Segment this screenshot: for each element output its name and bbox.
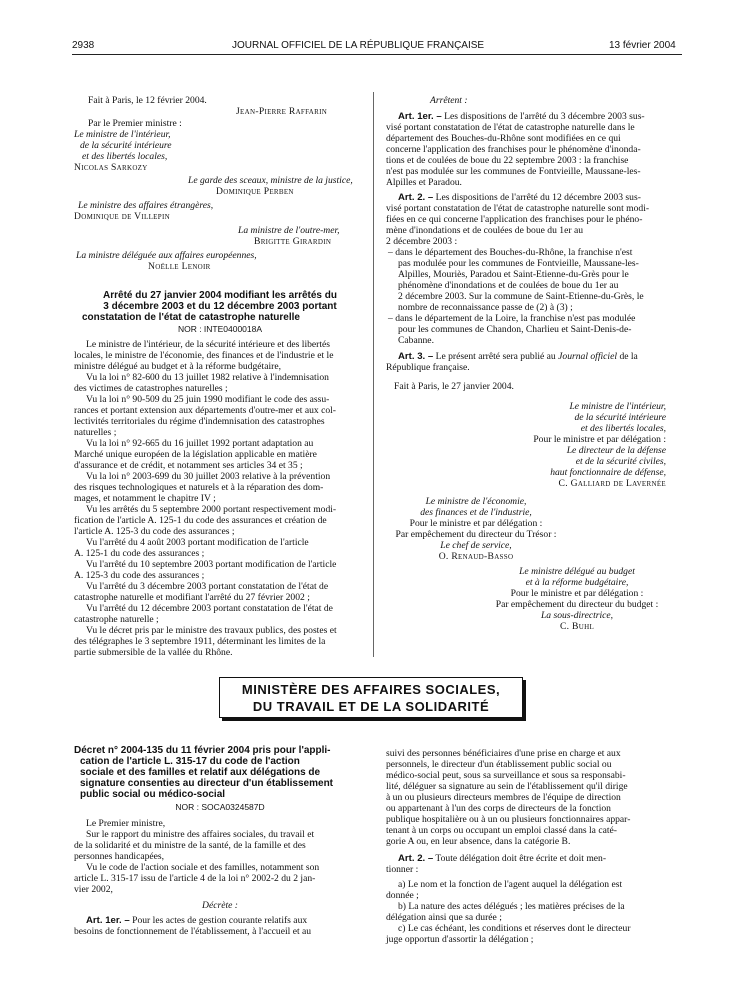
article-line: lité, déléguer sa signature au sein de l'établissement qu'il dirige	[386, 781, 628, 792]
article-line: fiées en ce qui concerne l'application des franchises pour le phéno-	[386, 214, 643, 225]
arrete-body-line: Le ministre de l'intérieur, de la sécurité intérieure et des libertés	[86, 339, 331, 350]
article-1	[386, 111, 680, 188]
arrete-body-line: lectivités territoriales du régime d'indemnisation des catastrophes	[74, 416, 325, 427]
signature-budget	[482, 566, 672, 632]
signature-title: Le ministre de l'économie,	[425, 496, 527, 507]
arrete-body-line: catastrophe naturelle ;	[74, 614, 159, 625]
list-item-line: – dans le département des Bouches-du-Rhône, la franchise n'est	[388, 247, 633, 258]
article-line: besoins de fonctionnement de l'établissement, à l'accueil et au	[74, 926, 312, 937]
item-a: a) Le nom et la fonction de l'agent auquel la délégation est	[398, 879, 623, 890]
arrete-title-line: Arrêté du 27 janvier 2004 modifiant les arrêtés du	[103, 290, 337, 301]
arrete-body-line: des télégraphes le 3 septembre 1911, déterminant les limites de la	[74, 636, 326, 647]
arrete-body-line: Vu l'arrêté du 3 décembre 2003 portant constatation de l'état de	[86, 581, 329, 592]
article-2-item-1	[386, 247, 680, 313]
arrete-body-line: Vu l'arrêté du 10 septembre 2003 portant modification de l'article	[86, 559, 337, 570]
item-c: juge opportun d'assortir la délégation ;	[386, 934, 534, 945]
decret-title-line: public social ou médico-social	[80, 789, 226, 800]
article-label: Art. 2. –	[398, 192, 434, 203]
signature-title: Le ministre délégué au budget	[519, 566, 635, 577]
issue-date: 13 février 2004	[609, 40, 676, 51]
arrete-body-line: ministre délégué au budget et à la réforme budgétaire,	[74, 361, 281, 372]
signature-title: Pour le ministre et par délégation :	[510, 588, 644, 599]
premier-ministre: Le Premier ministre,	[86, 818, 166, 829]
signatory-name: C. Galliard de Lavernée	[558, 478, 666, 489]
journal-title: JOURNAL OFFICIEL DE LA RÉPUBLIQUE FRANÇAISE	[232, 40, 485, 51]
arrete-title-line: constatation de l'état de catastrophe naturelle	[82, 312, 300, 323]
decret-visa-line: Vu le code de l'action sociale et des familles, notamment son	[86, 862, 320, 873]
article-text: Les dispositions de l'arrêté du 3 décembre 2003 sus-	[441, 111, 645, 122]
page-number: 2938	[72, 40, 95, 51]
decret-block	[74, 745, 366, 937]
arrete-body-line: rances et portant extension aux départements d'outre-mer et aux col-	[74, 405, 336, 416]
article-label: Art. 1er. –	[398, 111, 442, 122]
signature-title: et des libertés locales,	[82, 151, 168, 162]
signature-title: Pour le ministre et par délégation :	[533, 434, 666, 445]
article-line: visé portant constatation de l'état de catastrophe naturelle dans le	[386, 122, 635, 133]
decret-visa	[74, 862, 366, 895]
article-3	[386, 351, 680, 373]
decret-title-line: signature consenties au directeur d'un établissement	[80, 778, 334, 789]
article-line: 2 décembre 2003 :	[386, 236, 458, 247]
decret-title-line: cation de l'article L. 315-17 du code de l'action	[80, 756, 300, 767]
item-c: c) Le cas échéant, les conditions et réserves dont le directeur	[398, 923, 631, 934]
list-item-line: phénomène d'inondations et de coulées de boue du 1er au	[398, 280, 619, 291]
signature-title: de la sécurité intérieure	[574, 412, 666, 423]
item-a: donnée ;	[386, 890, 419, 901]
arrete-body-line: Vu les arrêtés du 5 septembre 2000 portant respectivement modi-	[86, 504, 337, 515]
article-line: personnels, le directeur d'un établissement public social ou	[386, 759, 612, 770]
signatory-name: Dominique de Villepin	[74, 211, 170, 222]
arrete-body-line: Vu la loi n° 92-665 du 16 juillet 1992 portant adaptation au	[86, 438, 314, 449]
signatory-name: Brigitte Girardin	[254, 236, 332, 247]
decret-title	[74, 745, 366, 800]
decret-continued	[386, 748, 680, 945]
decret-visa-line: article L. 315-17 issu de l'article 4 de la loi n° 2002-2 du 2 jan-	[74, 873, 316, 884]
ministry-line: DU TRAVAIL ET DE LA SOLIDARITÉ	[252, 699, 490, 714]
item-b: délégation ainsi que sa durée ;	[386, 912, 502, 923]
article-2	[386, 192, 680, 247]
article-line	[74, 915, 366, 926]
signatory-name: O. Renaud-Basso	[438, 551, 514, 562]
article-line: visé portant constatation de l'état de catastrophe naturelle sont modi-	[386, 203, 650, 214]
arrete-body-line: A. 125-3 du code des assurances ;	[74, 570, 205, 581]
article-line: médico-social peut, sous sa surveillance et sous sa responsabi-	[386, 770, 626, 781]
article-2-item-2	[386, 313, 680, 346]
article-line: n'est pas modulée sur les communes de Fontvieille, Maussane-les-	[386, 166, 641, 177]
column-divider	[373, 92, 374, 657]
decret-article-2	[386, 853, 680, 875]
list-item-line: 2 décembre 2003. Sur la commune de Saint-Etienne-du-Grès, le	[398, 291, 644, 302]
list-item-line: – dans le département de la Loire, la franchise n'est pas modulée	[388, 313, 636, 324]
signature-title: Le ministre des affaires étrangères,	[78, 200, 214, 211]
arrete-body-line: mages, et notamment le chapitre IV ;	[74, 493, 216, 504]
arrete-body-line: naturelles ;	[74, 427, 117, 438]
article-text: Le présent arrêté sera publié au	[435, 351, 556, 362]
signature-interior	[386, 401, 666, 489]
article-line: tenant à un corps ou occupant un emploi classé dans la caté-	[386, 825, 617, 836]
decret-article-1	[74, 915, 366, 937]
article-line	[386, 111, 680, 122]
arrete-body	[74, 339, 366, 658]
signature-title: des finances et de l'industrie,	[420, 507, 532, 518]
arrete-body-line: Marché unique européen de la législation applicable en matière	[74, 449, 317, 460]
arrete-body-line: d'assurance et de crédit, et notamment ses articles 34 et 35 ;	[74, 460, 303, 471]
signature-title: La ministre déléguée aux affaires européennes,	[76, 250, 257, 261]
article-line: publique hospitalière ou à un ou plusieurs fonctionnaires appar-	[386, 814, 631, 825]
decret-rapport	[74, 829, 366, 862]
article-label: Art. 3. –	[398, 351, 434, 362]
signature-title: La sous-directrice,	[540, 610, 614, 621]
article-text: Pour les actes de gestion courante relatifs aux	[129, 915, 308, 926]
article-line: suivi des personnes bénéficiaires d'une prise en charge et aux	[386, 748, 621, 759]
signature-title: Par le Premier ministre :	[88, 118, 182, 129]
article-text: République française.	[386, 362, 470, 373]
decret-rapport-line: de la solidarité et du ministre de la santé, de la famille et des	[74, 840, 306, 851]
signature-title: Le ministre de l'intérieur,	[74, 129, 171, 140]
signature-title: et de la sécurité civiles,	[575, 456, 666, 467]
list-item-line: nombre de reconnaissance passe de (2) à (3) ;	[398, 302, 573, 313]
decret-title-line: Décret n° 2004-135 du 11 février 2004 pris pour l'appli-	[74, 745, 331, 756]
article-line: tionner :	[386, 864, 419, 875]
nor-reference: NOR : SOCA0324587D	[175, 802, 265, 812]
signatory-name: C. Buhl	[559, 621, 595, 632]
decret-visa-line: vier 2002,	[74, 884, 113, 895]
signature-title: Le directeur de la défense	[566, 445, 666, 456]
fait-a-paris: Fait à Paris, le 12 février 2004.	[88, 95, 207, 106]
nor-reference: NOR : INTE0400018A	[177, 324, 263, 334]
article-line: mène d'inondations et de coulées de boue du 1er au	[386, 225, 584, 236]
arrete-body-line: partie submersible de la vallée du Rhône.	[74, 647, 233, 658]
arrete-body-line: locales, le ministre de l'économie, des finances et de l'industrie et le	[74, 350, 334, 361]
article-line: concerne l'application des franchises pour le phénomène d'inonda-	[386, 144, 641, 155]
list-item-line: Cabanne.	[398, 335, 434, 346]
article-line: tions et de coulées de boue du 22 septembre 2003 : la franchise	[386, 155, 629, 166]
article-line: gorie A ou, en leur absence, dans la catégorie B.	[386, 836, 571, 847]
signature-title: Le garde des sceaux, ministre de la justice,	[188, 175, 353, 186]
article-label: Art. 1er. –	[86, 915, 130, 926]
signature-title: Le chef de service,	[440, 540, 512, 551]
arrete-body-line: Vu la loi n° 2003-699 du 30 juillet 2003 relative à la prévention	[86, 471, 331, 482]
journal-officiel-ref: Journal officiel	[558, 351, 618, 362]
signature-economy	[386, 496, 566, 562]
signature-title: Le ministre de l'intérieur,	[569, 401, 666, 412]
signature-title: et à la réforme budgétaire,	[525, 577, 629, 588]
article-1-continued	[386, 748, 680, 847]
signature-title: Par empêchement du directeur du budget :	[495, 599, 659, 610]
article-line	[386, 192, 680, 203]
arrete-title-line: 3 décembre 2003 et du 12 décembre 2003 portant	[103, 301, 337, 312]
signature-title: haut fonctionnaire de défense,	[550, 467, 666, 478]
article-line: ou appartenant à l'un des corps de directeurs de la fonction	[386, 803, 611, 814]
ministry-line: MINISTÈRE DES AFFAIRES SOCIALES,	[241, 682, 501, 697]
arretent-label: Arrêtent :	[430, 95, 468, 106]
arrete-body-line: Vu la loi n° 82-600 du 13 juillet 1982 relative à l'indemnisation	[86, 372, 329, 383]
article-text: de la	[619, 351, 638, 362]
article-line	[386, 853, 680, 864]
arrete-body-line: des victimes de catastrophes naturelles ;	[74, 383, 228, 394]
decrete-label: Décrète :	[202, 900, 238, 911]
arrete-body-line: Vu l'arrêté du 4 août 2003 portant modification de l'article	[86, 537, 309, 548]
signatory-name: Dominique Perben	[216, 186, 294, 197]
list-item-line: Alpilles, Mouriès, Paradou et Saint-Etienne-du-Grès pour le	[398, 269, 629, 280]
signature-title: Pour le ministre et par délégation :	[409, 518, 543, 529]
signatory-name: Nicolas Sarkozy	[74, 162, 148, 173]
decret-title-line: sociale et des familles et relatif aux délégations de	[80, 767, 321, 778]
article-line: à un ou plusieurs directeurs membres de l'équipe de direction	[386, 792, 621, 803]
header-rule	[72, 54, 682, 55]
arrete-body-line: l'article A. 125-3 du code des assurances ;	[74, 526, 235, 537]
arrete-body-line: Vu l'arrêté du 12 décembre 2003 portant constatation de l'état de	[86, 603, 333, 614]
arrete-body-line: des risques technologiques et naturels et à la réparation des dom-	[74, 482, 324, 493]
signature-title: de la sécurité intérieure	[80, 140, 172, 151]
arrete-body-line: Vu le décret pris par le ministre des travaux publics, des postes et	[86, 625, 337, 636]
arrete-heading	[74, 290, 366, 334]
arrete-body-line: A. 125-1 du code des assurances ;	[74, 548, 205, 559]
list-item-line: pas modulée pour les communes de Fontvieille, Maussane-les-	[398, 258, 639, 269]
decret-rapport-line: Sur le rapport du ministre des affaires sociales, du travail et	[86, 829, 315, 840]
signature-title: La ministre de l'outre-mer,	[238, 225, 340, 236]
ministry-heading-box	[219, 677, 523, 718]
fait-a-paris: Fait à Paris, le 27 janvier 2004.	[394, 381, 514, 392]
article-line: département des Bouches-du-Rhône sont modifiées en ce qui	[386, 133, 621, 144]
list-item-line: pour les communes de Chandon, Charlieu et Saint-Denis-de-	[398, 324, 632, 335]
signatory-name: Noëlle Lenoir	[148, 261, 211, 272]
signatory-name: Jean-Pierre Raffarin	[236, 106, 328, 117]
decret-rapport-line: personnes handicapées,	[74, 851, 165, 862]
article-text: Toute délégation doit être écrite et doit men-	[433, 853, 607, 864]
item-b: b) La nature des actes délégués ; les matières précises de la	[398, 901, 625, 912]
signature-title: et des libertés locales,	[580, 423, 666, 434]
arrete-body-line: fication de l'article A. 125-1 du code des assurances et création de	[74, 515, 327, 526]
article-label: Art. 2. –	[398, 853, 434, 864]
article-text: Les dispositions de l'arrêté du 12 décembre 2003 sus-	[433, 192, 641, 203]
signature-title: Par empêchement du directeur du Trésor :	[395, 529, 557, 540]
article-line: Alpilles et Paradou.	[386, 177, 462, 188]
arrete-body-line: catastrophe naturelle et modifiant l'arrêté du 27 février 2002 ;	[74, 592, 310, 603]
arrete-body-line: Vu la loi n° 90-509 du 25 juin 1990 modifiant le code des assu-	[86, 394, 330, 405]
